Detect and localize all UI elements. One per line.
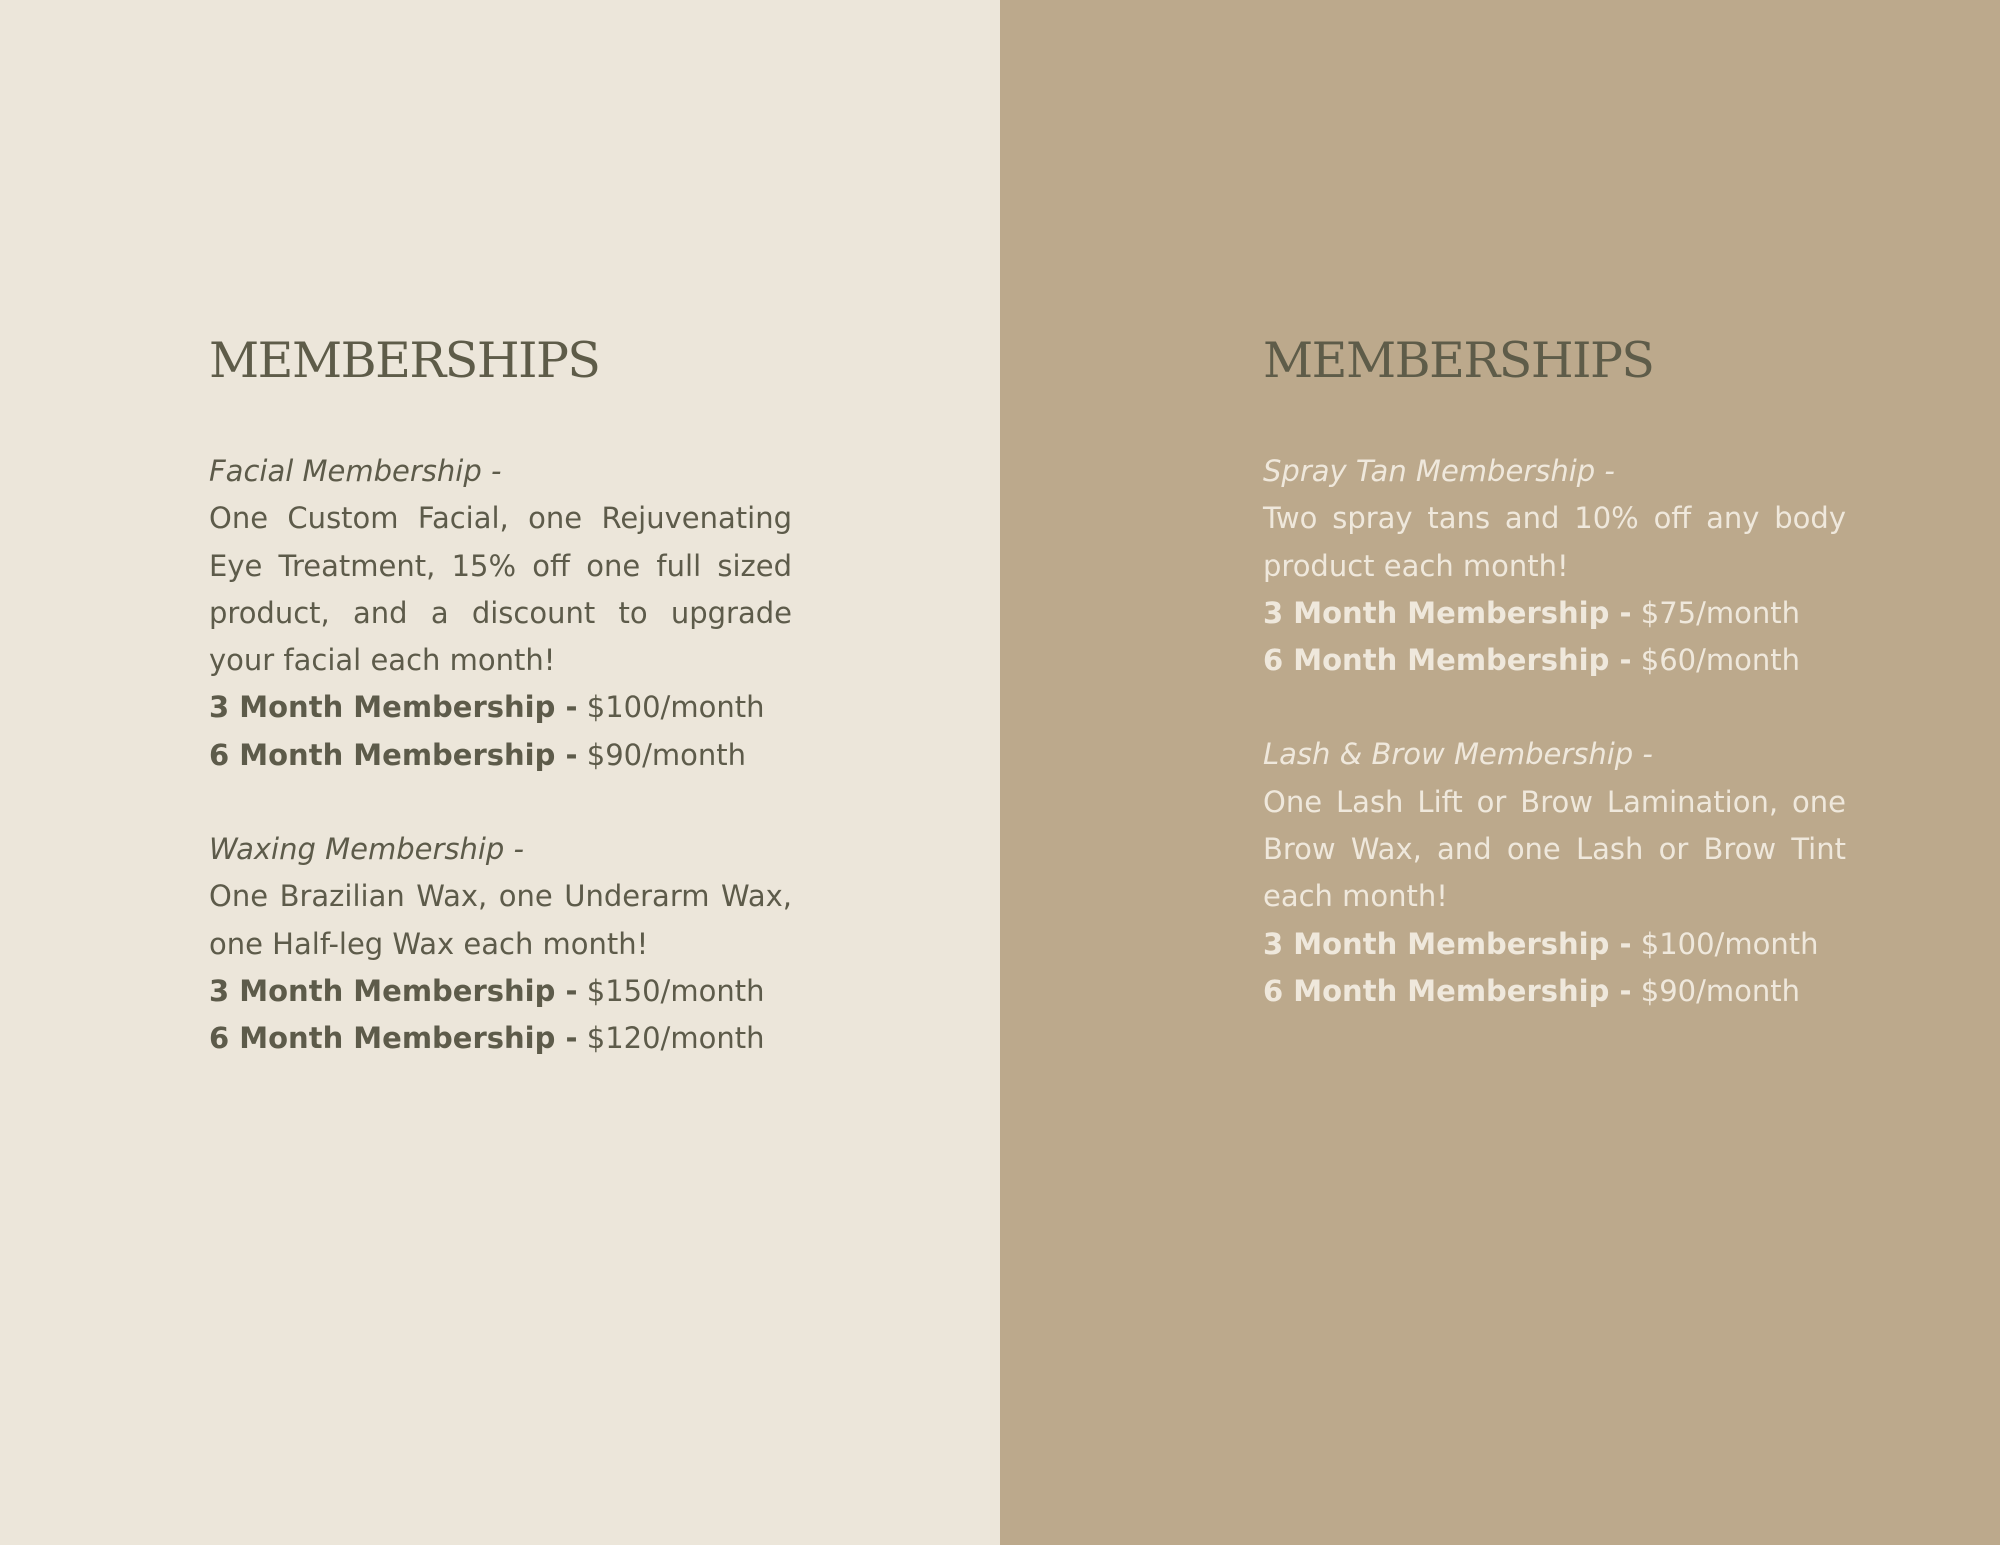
- waxing-tier-3-month-price: $150/month: [586, 973, 765, 1008]
- lash-brow-tier-3-month-name: 3 Month Membership -: [1263, 926, 1632, 961]
- spray-tan-tier-3-month-price: $75/month: [1640, 595, 1800, 630]
- spray-tan-membership-section: [1263, 448, 1846, 684]
- lash-brow-tier-6-month-name: 6 Month Membership -: [1263, 973, 1632, 1008]
- facial-tier-6-month-price: $90/month: [586, 737, 746, 772]
- facial-tier-6-month-name: 6 Month Membership -: [209, 737, 578, 772]
- lash-brow-membership-title: Lash & Brow Membership -: [1263, 737, 1653, 772]
- facial-membership-title: Facial Membership -: [209, 454, 502, 488]
- waxing-tier-6-month-name: 6 Month Membership -: [209, 1021, 578, 1056]
- waxing-tier-6-month: [209, 1015, 792, 1062]
- spray-tan-tier-6-month: [1263, 637, 1846, 684]
- facial-membership-section: [209, 448, 792, 779]
- right-heading: MEMBERSHIPS: [1263, 332, 1654, 389]
- facial-tier-3-month-price: $100/month: [586, 690, 765, 725]
- right-content-column: [1263, 326, 1846, 1062]
- waxing-tier-3-month: [209, 968, 792, 1015]
- spray-tan-tier-6-month-price: $60/month: [1640, 643, 1800, 678]
- facial-tier-6-month: [209, 732, 792, 779]
- lash-brow-tier-6-month: [1263, 968, 1846, 1015]
- waxing-membership-section: [209, 826, 792, 1062]
- facial-tier-3-month-name: 3 Month Membership -: [209, 690, 578, 725]
- spray-tan-tier-3-month-name: 3 Month Membership -: [1263, 595, 1632, 630]
- left-content-column: [209, 326, 792, 1110]
- lash-brow-tier-6-month-price: $90/month: [1640, 973, 1800, 1008]
- facial-membership-description: One Custom Facial, one Rejuvenating Eye Treatment, 15% off one full sized product, and a discount to upgrade your facial each month!: [209, 501, 792, 678]
- lash-brow-tier-3-month: [1263, 921, 1846, 968]
- left-heading: MEMBERSHIPS: [209, 332, 600, 389]
- spray-tan-membership-title: Spray Tan Membership -: [1263, 454, 1615, 488]
- waxing-membership-title: Waxing Membership -: [209, 832, 525, 867]
- spray-tan-membership-description: Two spray tans and 10% off any body product each month!: [1263, 501, 1846, 583]
- waxing-tier-3-month-name: 3 Month Membership -: [209, 973, 578, 1008]
- lash-brow-tier-3-month-price: $100/month: [1640, 926, 1819, 961]
- waxing-tier-6-month-price: $120/month: [586, 1021, 765, 1056]
- right-page: [1000, 0, 2000, 1545]
- lash-brow-membership-section: [1263, 731, 1846, 1015]
- waxing-membership-description: One Brazilian Wax, one Underarm Wax, one Half-leg Wax each month!: [209, 879, 792, 961]
- lash-brow-membership-description: One Lash Lift or Brow Lamination, one Brow Wax, and one Lash or Brow Tint each month!: [1263, 784, 1846, 914]
- spray-tan-tier-3-month: [1263, 590, 1846, 637]
- facial-tier-3-month: [209, 684, 792, 731]
- spray-tan-tier-6-month-name: 6 Month Membership -: [1263, 643, 1632, 678]
